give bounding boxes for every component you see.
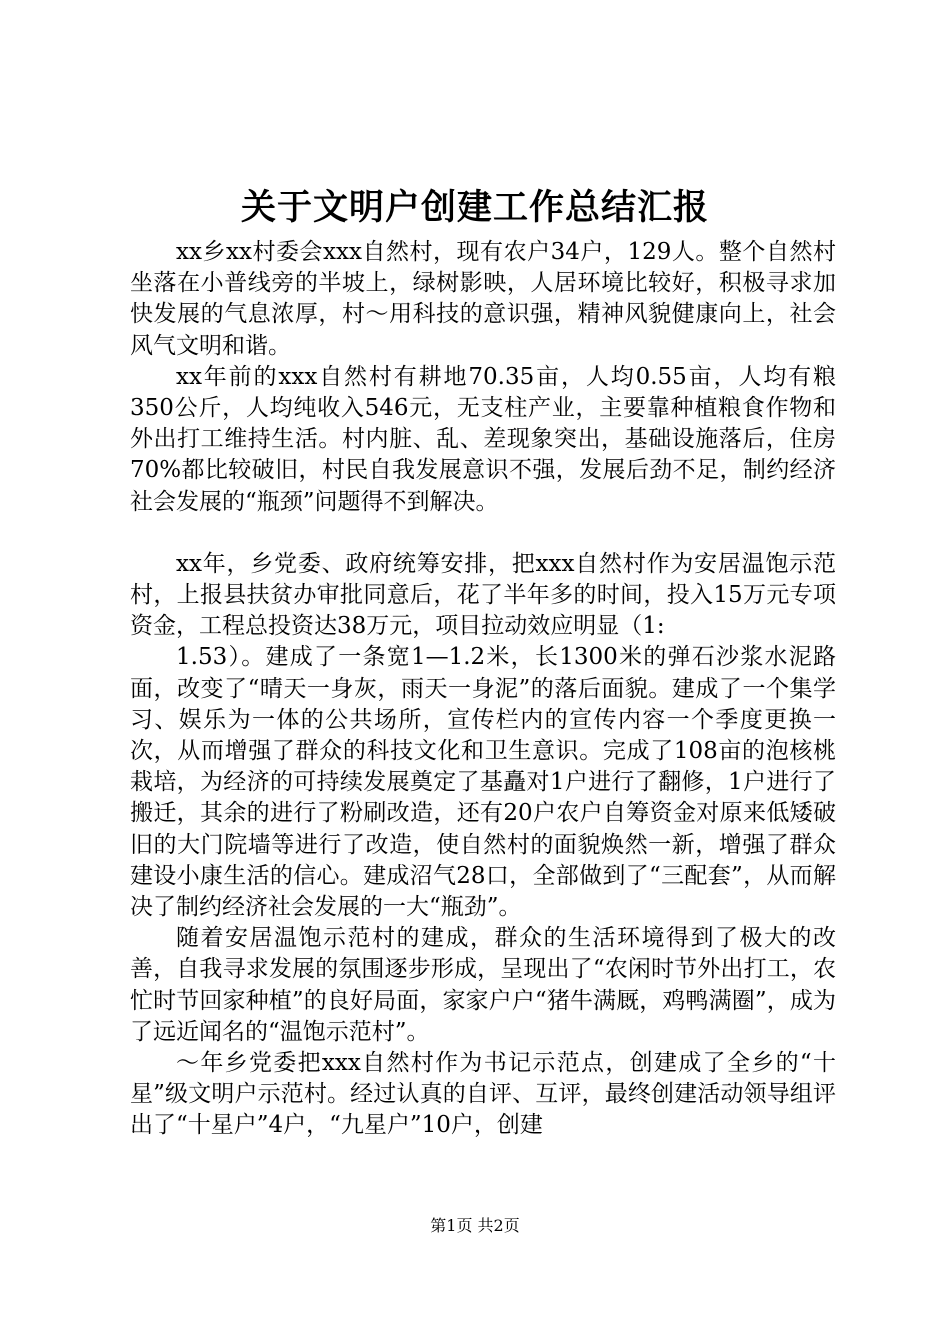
paragraph-before-state: xx年前的xxx自然村有耕地70.35亩，人均0.55亩，人均有粮350公斤，人均纯收入546元，无支柱产业，主要靠种植粮食作物和外出打工维持生活。村内脏、乱、差现象突出，基础设施落后，住房70%都比较破旧，村民自我发展意识不强，发展后劲不足，制约经济社会发展的“瓶颈”问题得不到解决。: [130, 363, 836, 515]
paragraph-intro: xx乡xx村委会xxx自然村，现有农户34户，129人。整个自然村坐落在小普线旁的半坡上，绿树影映，人居环境比较好，积极寻求加快发展的气息浓厚，村～用科技的意识强，精神风貌健康向上，社会风气文明和谐。: [130, 239, 836, 359]
paragraph-construction: 1.53）。建成了一条宽1—1.2米，长1300米的弹石沙浆水泥路面，改变了“晴天一身灰，雨天一身泥”的落后面貌。建成了一个集学习、娱乐为一体的公共场所，宣传栏内的宣传内容一个季度更换一次，从而增强了群众的科技文化和卫生意识。完成了108亩的泡核桃栽培，为经济的可持续发展奠定了基矗对1户进行了翻修，1户进行了搬迁，其余的进行了粉刷改造，还有20户农户自筹资金对原来低矮破旧的大门院墙等进行了改造，使自然村的面貌焕然一新，增强了群众建设小康生活的信心。建成沼气28口，全部做到了“三配套”，从而解决了制约经济社会发展的一大“瓶劲”。: [130, 644, 836, 921]
paragraph-civilized-village: ～年乡党委把xxx自然村作为书记示范点，创建成了全乡的“十星”级文明户示范村。经过认真的自评、互评，最终创建活动领导组评出了“十星户”4户，“九星户”10户，创建: [130, 1050, 836, 1139]
paragraph-investment: xx年，乡党委、政府统筹安排，把xxx自然村作为安居温饱示范村，上报县扶贫办审批同意后，花了半年多的时间，投入15万元专项资金，工程总投资达38万元，项目拉动效应明显（1:: [130, 550, 836, 640]
page-number: 第1页 共2页: [430, 1216, 520, 1235]
paragraph-improvement: 随着安居温饱示范村的建成，群众的生活环境得到了极大的改善，自我寻求发展的氛围逐步形成，呈现出了“农闲时节外出打工，农忙时节回家种植”的良好局面，家家户户“猪牛满厩，鸡鸭满圈”，成为了远近闻名的“温饱示范村”。: [130, 925, 836, 1045]
document-body: [130, 237, 836, 1142]
page-title: 关于文明户创建工作总结汇报: [240, 187, 709, 228]
